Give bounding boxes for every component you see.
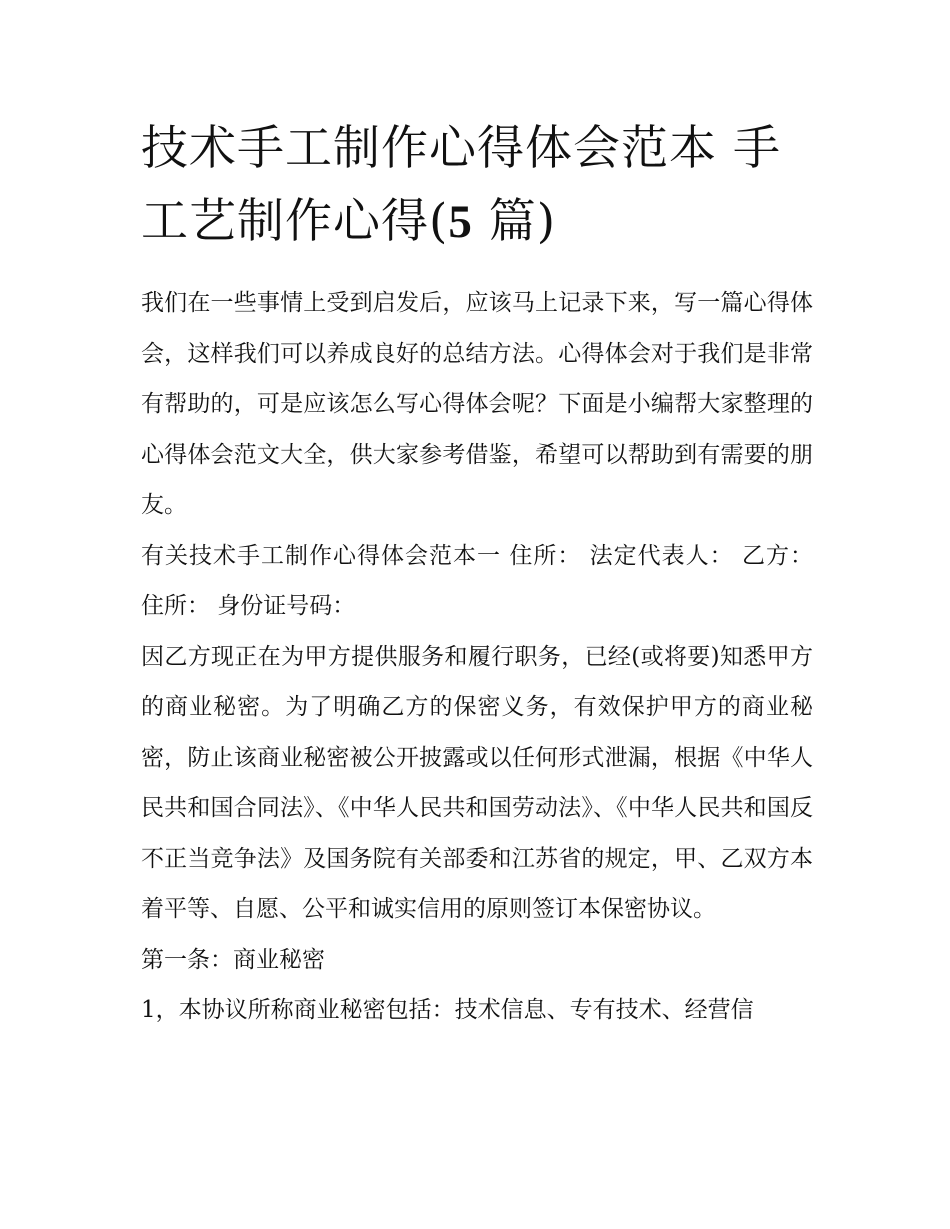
document-page xyxy=(141,112,813,1036)
agreement-preamble-paragraph: 因乙方现正在为甲方提供服务和履行职务，已经(或将要)知悉甲方的商业秘密。为了明确乙方的保密义务，有效保护甲方的商业秘密，防止该商业秘密被公开披露或以任何形式泄漏，根据《中华人民共和国合同法》、《中华人民共和国劳动法》、《中华人民共和国反不正当竞争法》及国务院有关部委和江苏省的规定，甲、乙双方本着平等、自愿、公平和诚实信用的原则签订本保密协议。 xyxy=(141,643,813,922)
party-info-paragraph: 有关技术手工制作心得体会范本一 住所： 法定代表人： 乙方： 住所： 身份证号码： xyxy=(141,542,813,619)
document-title xyxy=(141,112,813,259)
article-one-heading: 第一条：商业秘密 xyxy=(141,946,325,973)
intro-paragraph: 我们在一些事情上受到启发后，应该马上记录下来，写一篇心得体会，这样我们可以养成良好的总结方法。心得体会对于我们是非常有帮助的，可是应该怎么写心得体会呢？下面是小编帮大家整理的心得体会范文大全，供大家参考借鉴，希望可以帮助到有需要的朋友。 xyxy=(141,290,813,518)
clause-one-paragraph: 1，本协议所称商业秘密包括：技术信息、专有技术、经营信 xyxy=(141,997,754,1023)
title-number: 5 xyxy=(448,196,473,248)
title-text-part1: 技术手工制作心得体会范本 手工艺制作心得( xyxy=(141,121,781,249)
title-text-part2: 篇) xyxy=(472,194,557,249)
